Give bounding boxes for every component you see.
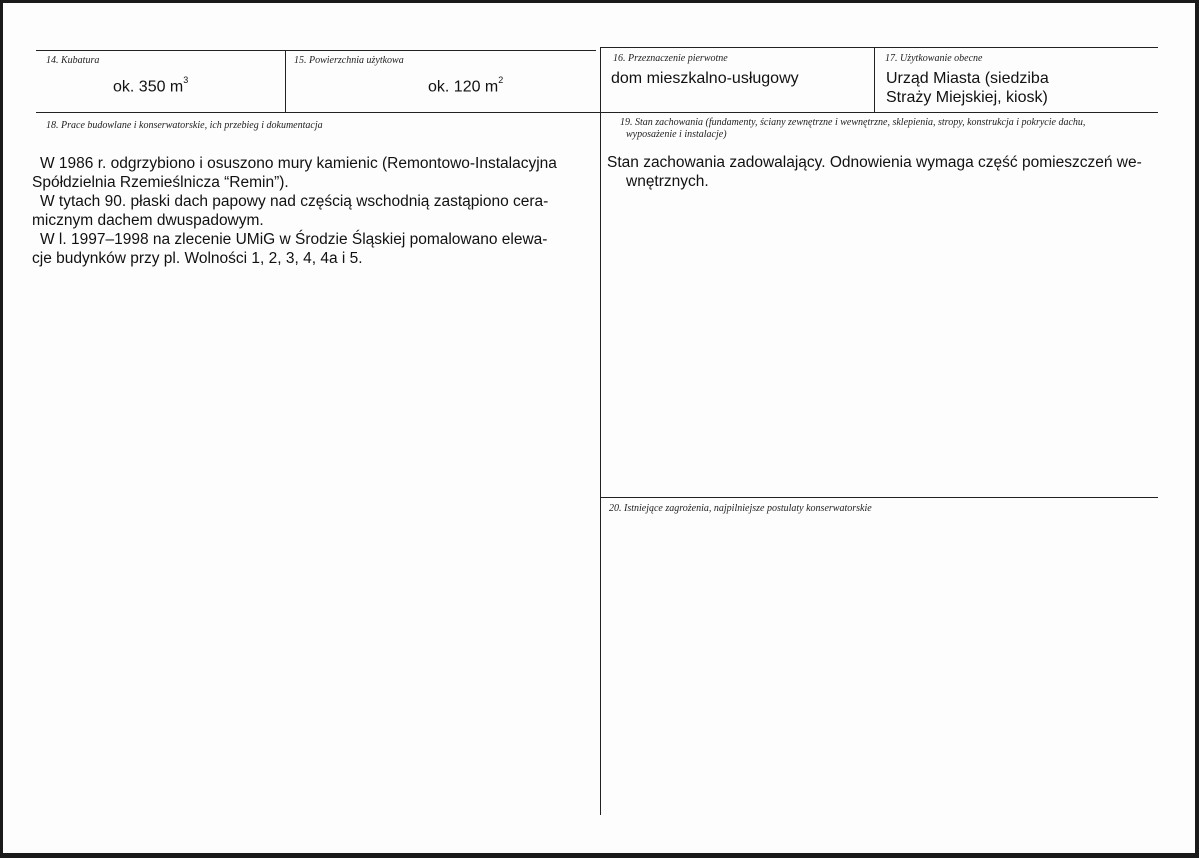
field18-text [32,154,592,268]
field14-value-text: ok. 350 m [113,78,184,96]
field17-value-line1: Urząd Miasta (siedziba [886,70,1049,87]
field18-line: micznym dachem dwuspadowym. [32,212,264,229]
rule-center [600,47,601,815]
rule-col-14-15 [285,50,286,112]
rule-top-right [601,47,1158,48]
field18-line: W tytach 90. płaski dach papowy nad częścią wschodnią zastąpiono cera- [40,193,549,210]
form-sheet [3,3,1195,853]
field15-value [428,73,503,96]
rule-field20 [601,497,1158,498]
field19-line1: Stan zachowania zadowalający. Odnowienia wymaga część pomieszczeń we- [607,154,1142,171]
field16-label: 16. Przeznaczenie pierwotne [613,53,728,64]
field18-line: Spółdzielnia Rzemieślnicza “Remin”). [32,174,289,191]
field17-value-line2: Straży Miejskiej, kiosk) [886,89,1048,106]
field14-label: 14. Kubatura [46,55,100,66]
rule-top-left [36,50,596,51]
field19-label-line2: wyposażenie i instalacje) [626,129,727,140]
rule-col-16-17 [874,47,875,112]
field17-label: 17. Użytkowanie obecne [885,53,983,64]
field18-line: W 1986 r. odgrzybiono i osuszono mury kamienic (Remontowo-Instalacyjna [40,155,557,172]
field19-label-line1: 19. Stan zachowania (fundamenty, ściany zewnętrzne i wewnętrzne, sklepienia, stropy, konstrukcja i pokrycie dachu, [620,117,1086,128]
field15-label: 15. Powierzchnia użytkowa [294,55,404,66]
field15-value-text: ok. 120 m [428,78,499,96]
field15-value-exponent: 2 [498,75,504,85]
field18-label: 18. Prace budowlane i konserwatorskie, ich przebieg i dokumentacja [46,120,323,131]
field16-value: dom mieszkalno-usługowy [611,70,799,87]
field19-line2: wnętrznych. [626,173,709,190]
field14-value [113,73,188,96]
field20-label: 20. Istniejące zagrożenia, najpilniejsze postulaty konserwatorskie [609,503,872,514]
field18-line: W l. 1997–1998 na zlecenie UMiG w Środzie Śląskiej pomalowano elewa- [40,231,548,248]
field14-value-exponent: 3 [183,75,189,85]
rule-row-divider [36,112,1158,113]
field18-line: cje budynków przy pl. Wolności 1, 2, 3, 4, 4a i 5. [32,250,363,267]
